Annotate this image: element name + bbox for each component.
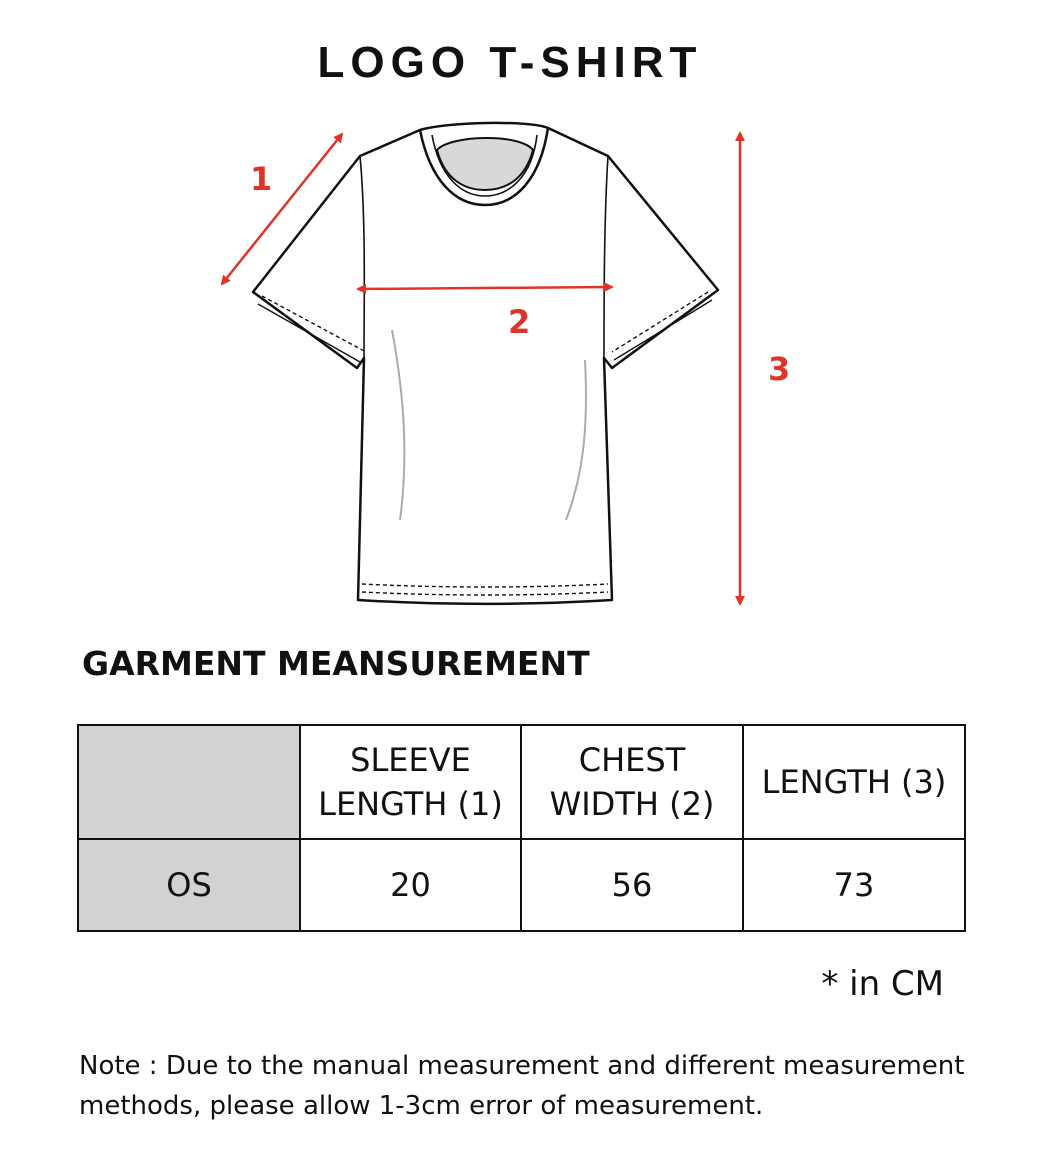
table-row <box>78 839 965 931</box>
header-text: SLEEVE <box>350 741 471 779</box>
footnote: Note : Due to the manual measurement and different measurement methods, please allow 1-3cm error of measurement. <box>79 1051 965 1121</box>
corner-cell <box>78 725 300 839</box>
body-length-marker: 3 <box>768 350 791 388</box>
header-text: WIDTH (2) <box>549 785 715 823</box>
header-chest-width <box>521 725 743 839</box>
chest-width-marker: 2 <box>508 303 531 341</box>
unit-note: * in CM <box>821 964 944 1004</box>
table-header-row <box>78 725 965 839</box>
header-text: CHEST <box>578 741 686 779</box>
page-title: LOGO T-SHIRT <box>317 38 703 87</box>
header-text: LENGTH (3) <box>761 763 947 801</box>
header-sleeve-length <box>300 725 521 839</box>
value-length: 73 <box>743 839 965 931</box>
value-chest-width: 56 <box>521 839 743 931</box>
value-sleeve-length: 20 <box>300 839 521 931</box>
tshirt-icon <box>253 123 718 604</box>
row-label-cell: OS <box>78 839 300 931</box>
sleeve-length-marker: 1 <box>250 160 273 198</box>
measurement-table <box>77 724 966 932</box>
header-text: LENGTH (1) <box>318 785 503 823</box>
header-length <box>743 725 965 839</box>
section-heading: GARMENT MEANSUREMENT <box>82 644 590 683</box>
